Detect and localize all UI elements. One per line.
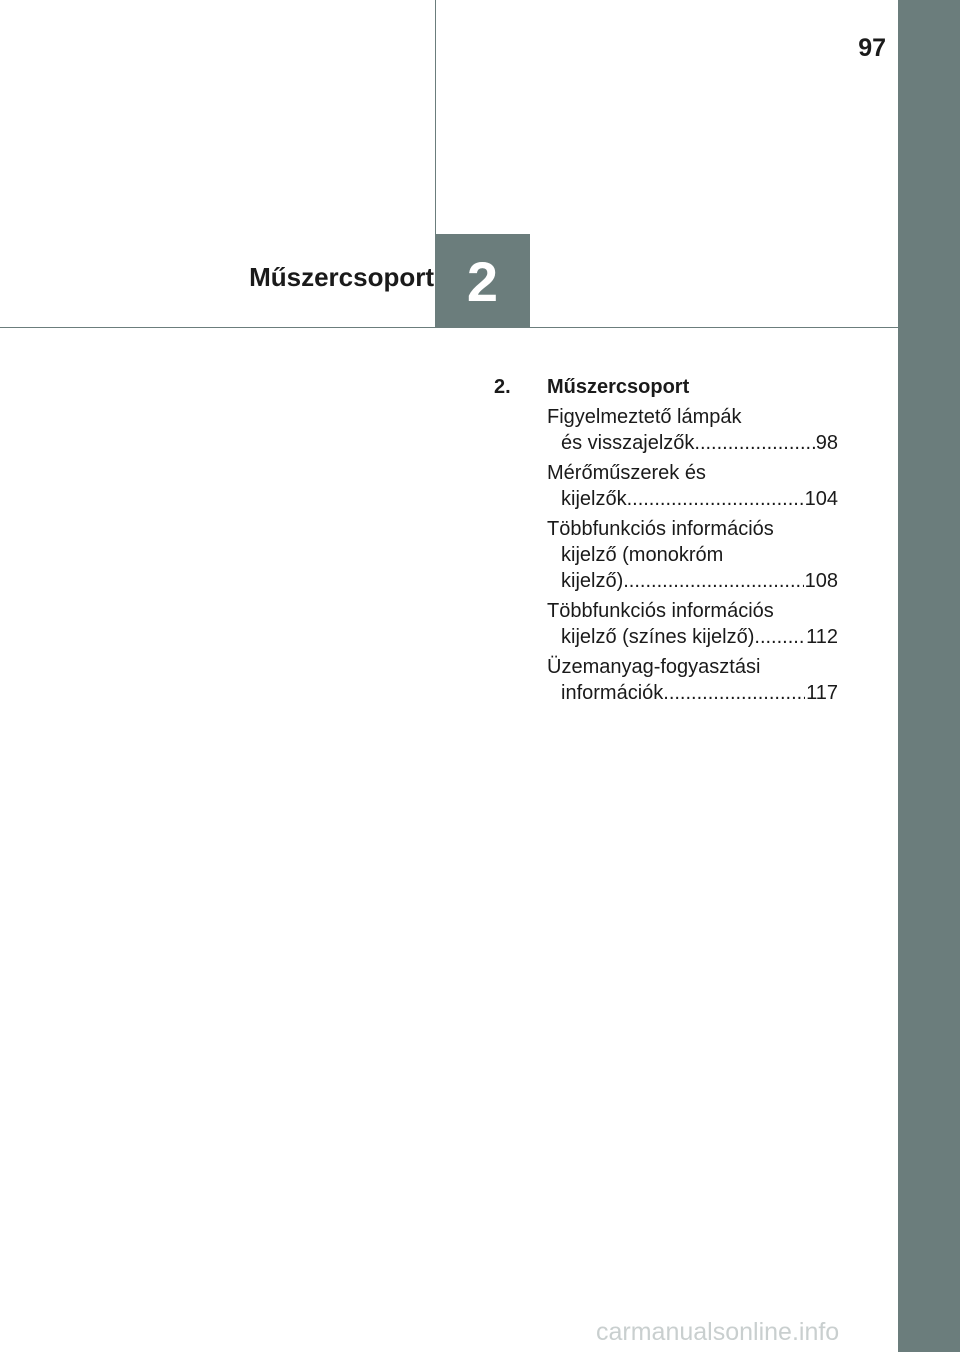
chapter-number-box: 2 xyxy=(435,234,530,328)
toc-entry-line-last xyxy=(547,568,838,594)
toc-heading-title: Műszercsoport xyxy=(547,376,690,398)
toc-leader-dots xyxy=(663,680,805,706)
side-tab xyxy=(898,0,960,1352)
toc-entry-line-last xyxy=(547,680,838,706)
toc-page-number[interactable]: 112 xyxy=(806,626,838,648)
toc-leader-dots xyxy=(754,624,805,650)
toc-entry-line-last xyxy=(547,430,838,456)
toc-entry[interactable] xyxy=(547,598,838,650)
toc-entry-line: Mérőműszerek és xyxy=(547,462,706,484)
toc-page-number[interactable]: 108 xyxy=(804,570,838,592)
toc-entry[interactable] xyxy=(547,516,838,594)
vertical-divider xyxy=(435,0,436,234)
toc-entry-line: Többfunkciós információs xyxy=(547,518,774,540)
toc-page-number[interactable]: 104 xyxy=(804,488,838,510)
toc-heading-number: 2. xyxy=(494,376,511,398)
chapter-title: Műszercsoport xyxy=(249,262,434,292)
page-number: 97 xyxy=(858,34,886,62)
toc-page-number[interactable]: 117 xyxy=(806,682,838,704)
toc-entry-text: kijelző) xyxy=(561,570,624,592)
toc-entry[interactable] xyxy=(547,460,838,512)
toc-heading xyxy=(494,374,838,400)
toc-entry-text: kijelző (színes kijelző) xyxy=(561,626,755,648)
toc-entry-text: kijelzők xyxy=(561,488,627,510)
watermark: carmanualsonline.info xyxy=(596,1318,840,1346)
toc-entry[interactable] xyxy=(547,404,838,456)
toc-entry-text: információk xyxy=(561,682,664,704)
toc-leader-dots xyxy=(694,430,814,456)
toc-entry-line: Többfunkciós információs xyxy=(547,600,774,622)
toc-entry-line: kijelző (monokróm xyxy=(561,544,724,566)
toc-entry-text: és visszajelzők xyxy=(561,432,695,454)
toc-entry-line: Üzemanyag-fogyasztási xyxy=(547,656,761,678)
toc-entry-line-last xyxy=(547,624,838,650)
toc-list xyxy=(547,404,838,706)
toc-entry-line-last xyxy=(547,486,838,512)
toc-entry[interactable] xyxy=(547,654,838,706)
toc-page-number[interactable]: 98 xyxy=(815,432,838,454)
toc-entry-line: Figyelmeztető lámpák xyxy=(547,406,742,428)
toc-leader-dots xyxy=(627,486,804,512)
toc-leader-dots xyxy=(623,568,803,594)
table-of-contents xyxy=(494,374,838,710)
